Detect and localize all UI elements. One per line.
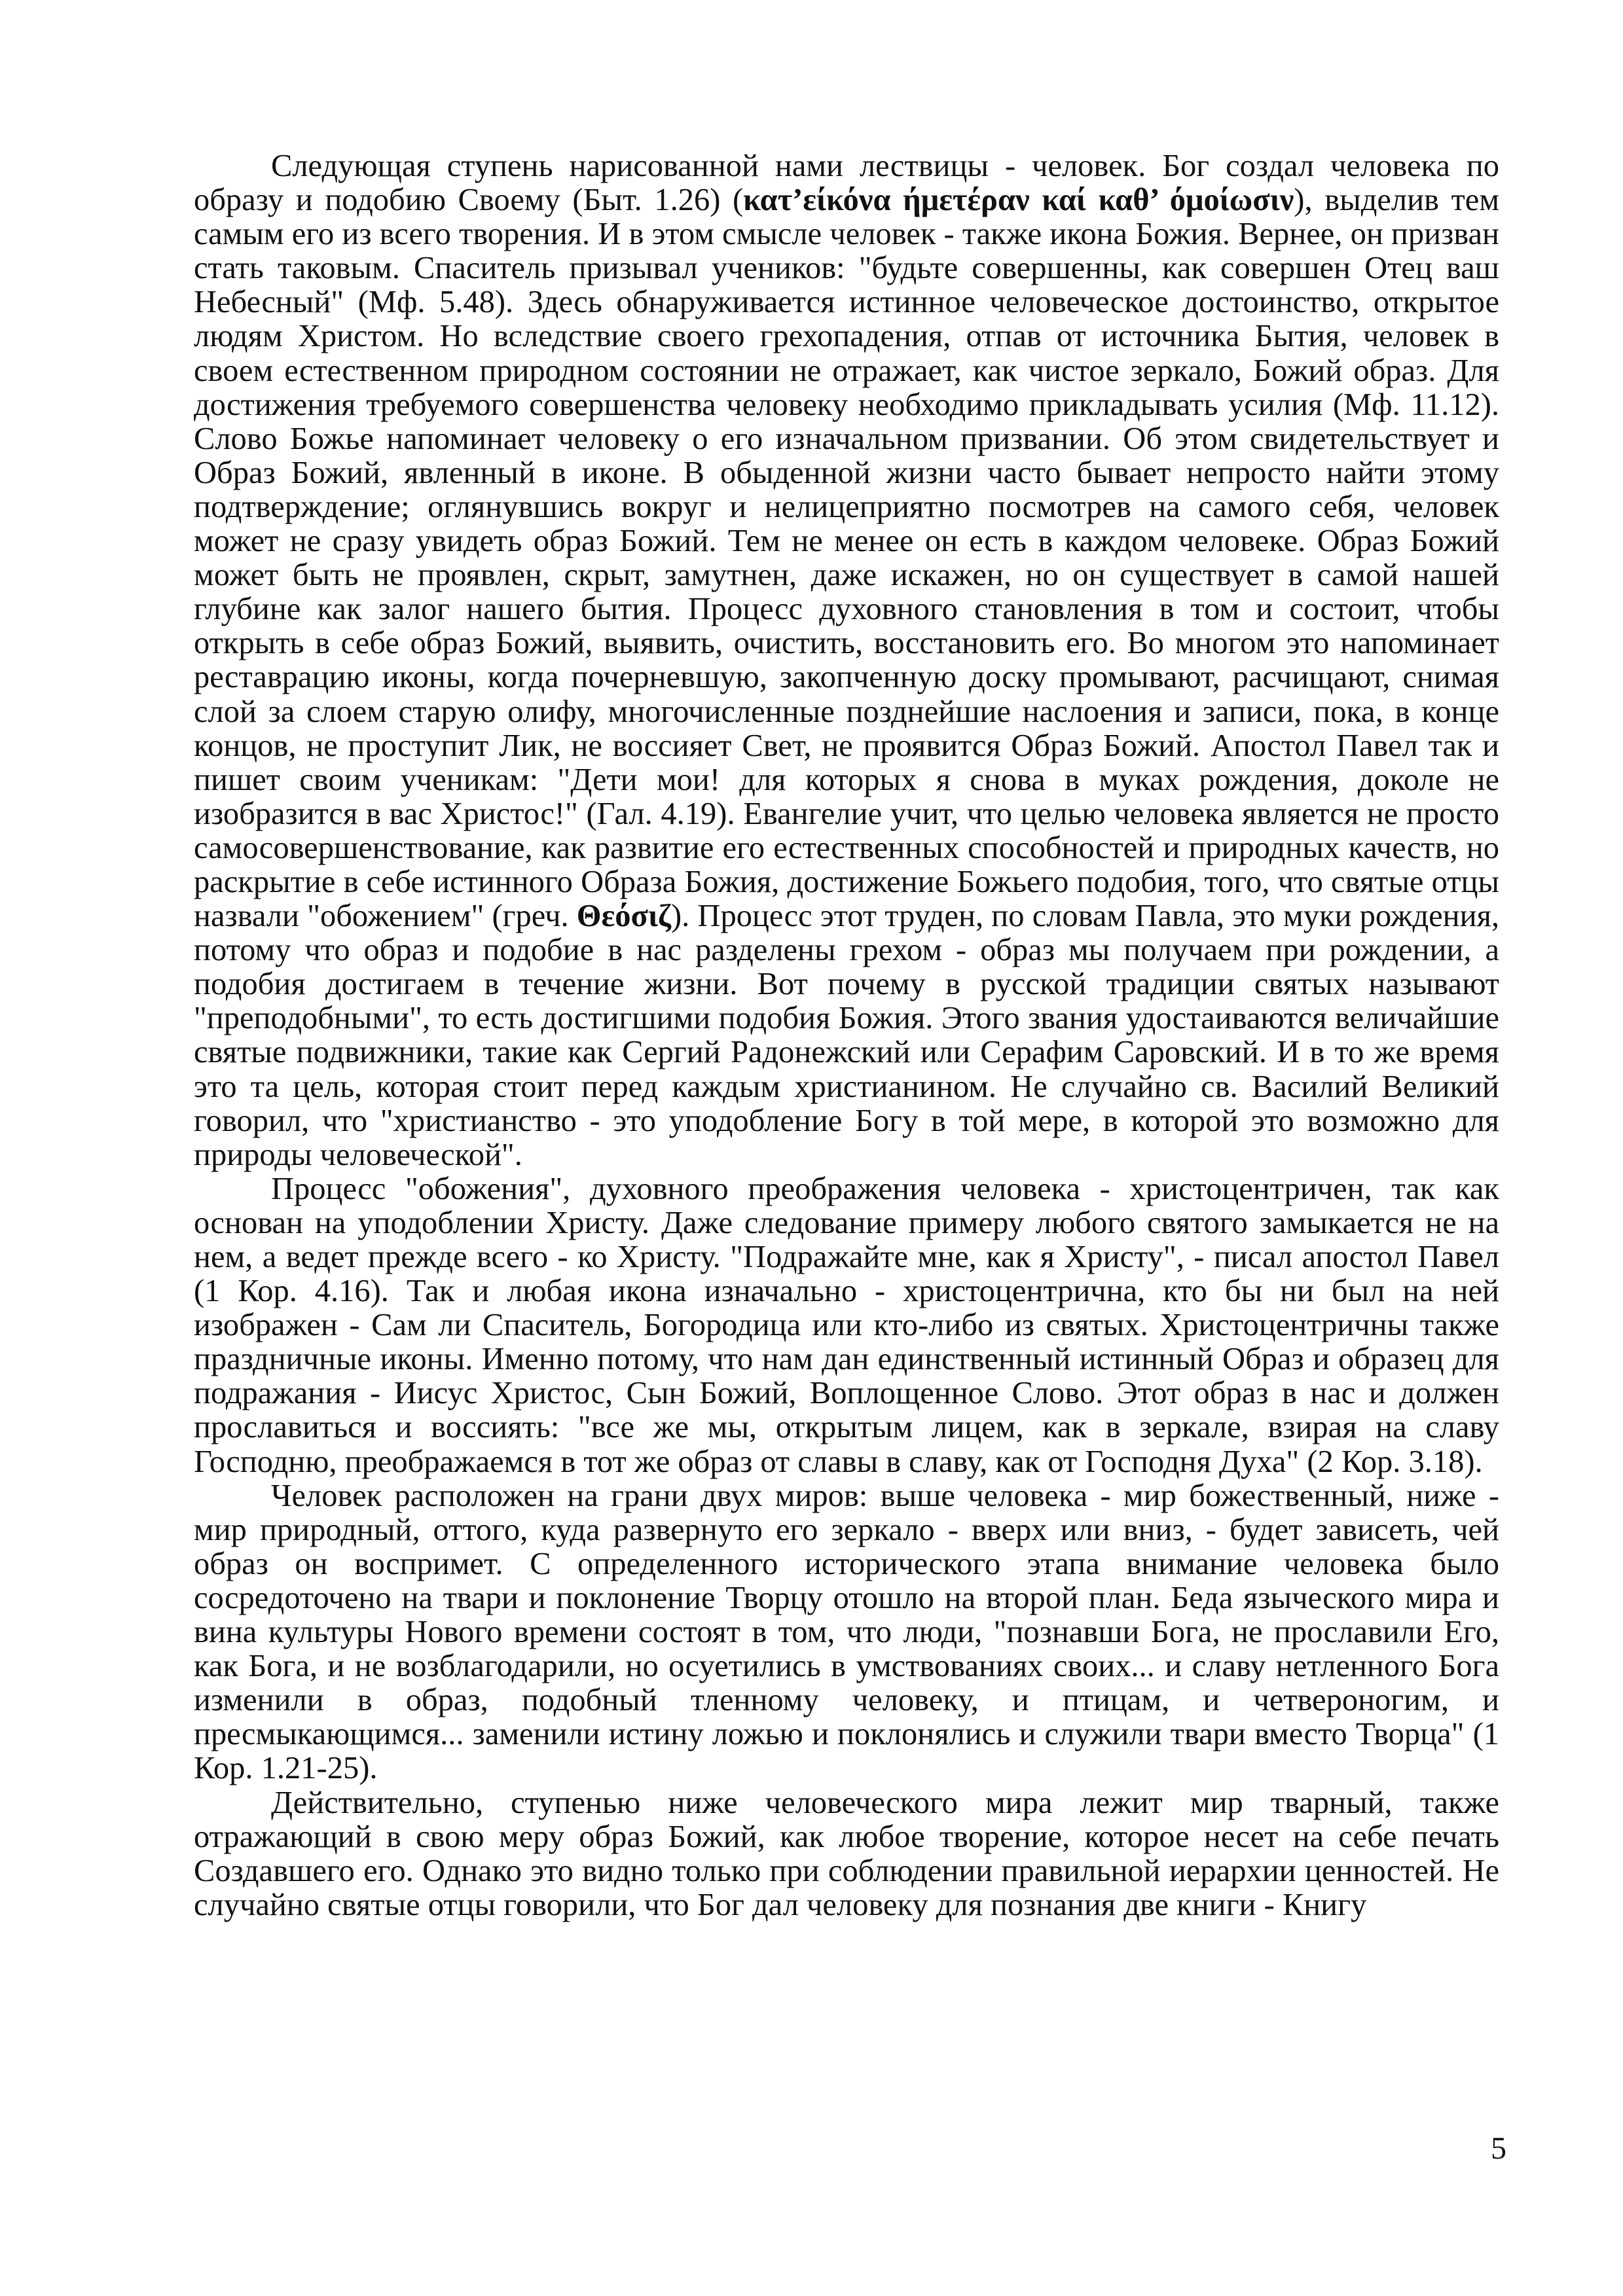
text-segment: ). Процесс этот труден, по словам Павла, это муки рождения, потому что образ и подобие в нас разделены грехом - образ мы получаем при рождении, а подобия достигаем в течение жизни. Вот почему в русской традиции святых называют "преподобными", то есть достигшими подобия Божия. Этого звания удостаиваются величайшие святые подвижники, такие как Сергий Радонежский или Серафим Саровский. И в то же время это та цель, которая стоит перед каждым христианином. Не случайно св. Василий Великий говорил, что "христианство - это уподобление Богу в той мере, в которой это возможно для природы человеческой". bbox=[194, 899, 1499, 1172]
greek-phrase: κατ’είκόνα ήμετέραν καί καθ’ όμοίωσιν bbox=[743, 183, 1294, 218]
text-segment: Действительно, ступенью ниже человеческого мира лежит мир тварный, также отражающий в свою меру образ Божий, как любое творение, которое несет на себе печать Создавшего его. Однако это видно только при соблюдении правильной иерархии ценностей. Не случайно святые отцы говорили, что Бог дал человеку для познания две книги - Книгу bbox=[194, 1785, 1499, 1922]
paragraph-2 bbox=[194, 1172, 1499, 1479]
text-segment: ), выделив тем самым его из всего творения. И в этом смысле человек - также икона Божия. Вернее, он призван стать таковым. Спаситель призывал учеников: "будьте совершенны, как совершен Отец ваш Небесный" (Мф. 5.48). Здесь обнаруживается истинное человеческое достоинство, открытое людям Христом. Но вследствие своего грехопадения, отпав от источника Бытия, человек в своем естественном природном состоянии не отражает, как чистое зеркало, Божий образ. Для достижения требуемого совершенства человеку необходимо прикладывать усилия (Мф. 11.12). Слово Божье напоминает человеку о его изначальном призвании. Об этом свидетельствует и Образ Божий, явленный в иконе. В обыденной жизни часто бывает непросто найти этому подтверждение; оглянувшись вокруг и нелицеприятно посмотрев на самого себя, человек может не сразу увидеть образ Божий. Тем не менее он есть в каждом человеке. Образ Божий может быть не проявлен, скрыт, замутнен, даже искажен, но он существует в самой нашей глубине как залог нашего бытия. Процесс духовного становления в том и состоит, чтобы открыть в себе образ Божий, выявить, очистить, восстановить его. Во многом это напоминает реставрацию иконы, когда почерневшую, закопченную доску промывают, расчищают, снимая слой за слоем старую олифу, многочисленные позднейшие наслоения и записи, пока, в конце концов, не проступит Лик, не воссияет Свет, не проявится Образ Божий. Апостол Павел так и пишет своим ученикам: "Дети мои! для которых я снова в муках рождения, доколе не изобразится в вас Христос!" (Гал. 4.19). Евангелие учит, что целью человека является не просто самосовершенствование, как развитие его естественных способностей и природных качеств, но раскрытие в себе истинного Образа Божия, достижение Божьего подобия, того, что святые отцы назвали "обожением" (греч. bbox=[194, 183, 1500, 934]
paragraph-1 bbox=[194, 149, 1499, 1172]
greek-term: Θεόσιζ bbox=[576, 899, 671, 934]
body-text bbox=[194, 149, 1499, 1922]
text-segment: Процесс "обожения", духовного преображения человека - христоцентричен, так как основан на уподоблении Христу. Даже следование примеру любого святого замыкается не на нем, а ведет прежде всего - ко Христу. "Подражайте мне, как я Христу", - писал апостол Павел (1 Кор. 4.16). Так и любая икона изначально - христоцентрична, кто бы ни был на ней изображен - Сам ли Спаситель, Богородица или кто-либо из святых. Христоцентричны также праздничные иконы. Именно потому, что нам дан единственный истинный Образ и образец для подражания - Иисус Христос, Сын Божий, Воплощенное Слово. Этот образ в нас и должен прославиться и воссиять: "все же мы, открытым лицем, как в зеркале, взирая на славу Господню, преображаемся в тот же образ от славы в славу, как от Господня Духа" (2 Кор. 3.18). bbox=[194, 1171, 1499, 1479]
text-segment: Следующая ступень нарисованной нами лествицы - человек. Бог создал человека по образу и подобию Своему (Быт. 1.26) ( bbox=[194, 149, 1499, 218]
page-number: 5 bbox=[1491, 2131, 1506, 2166]
text-segment: Человек расположен на грани двух миров: выше человека - мир божественный, ниже - мир природный, оттого, куда развернуто его зеркало - вверх или вниз, - будет зависеть, чей образ он воспримет. С определенного исторического этапа внимание человека было сосредоточено на твари и поклонение Творцу отошло на второй план. Беда языческого мира и вина культуры Нового времени состоят в том, что люди, "познавши Бога, не прославили Его, как Бога, и не возблагодарили, но осуетились в умствованиях своих... и славу нетленного Бога изменили в образ, подобный тленному человеку, и птицам, и четвероногим, и пресмыкающимся... заменили истину ложью и поклонялись и служили твари вместо Творца" (1 Кор. 1.21-25). bbox=[194, 1478, 1499, 1786]
paragraph-4 bbox=[194, 1786, 1499, 1922]
paragraph-3 bbox=[194, 1479, 1499, 1786]
